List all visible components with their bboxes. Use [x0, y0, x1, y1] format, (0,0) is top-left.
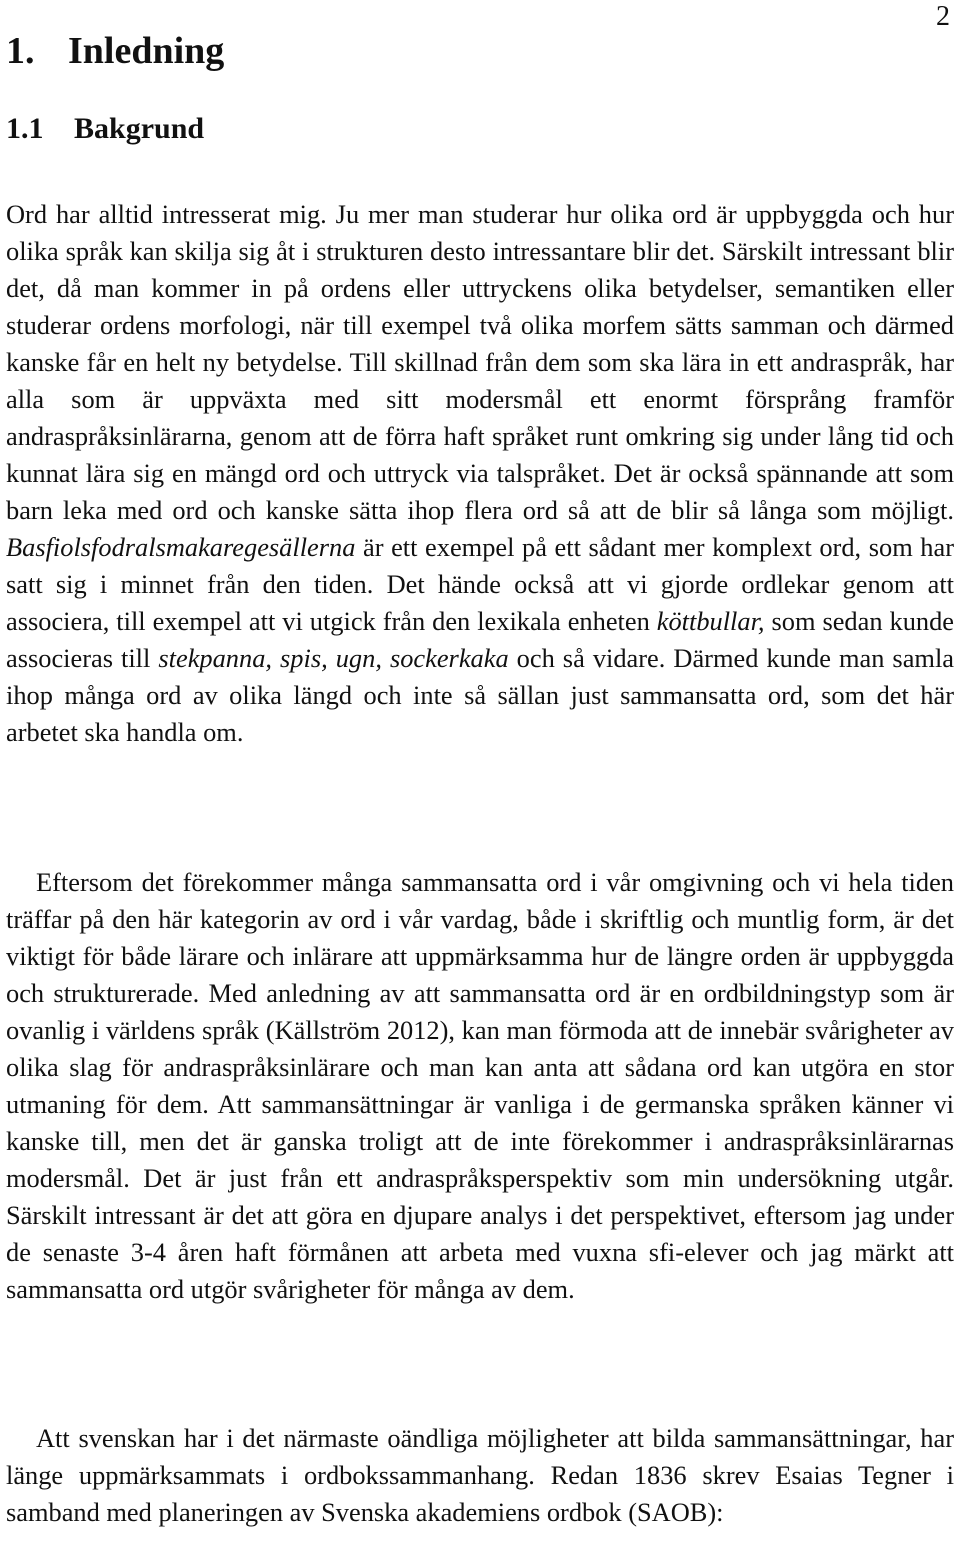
section-number: 1.1: [6, 112, 44, 145]
page-number: 2: [936, 1, 950, 32]
paragraph-1-text-1: Ord har alltid intresserat mig. Ju mer man studerar hur olika ord är uppbyggda och hur olika språk kan skilja sig åt i strukturen desto intressantare blir det. Särskilt intressant blir det, då man kommer in på ordens eller uttryckens olika betydelser, semantiken eller studerar ordens morfologi, när till exempel två olika morfem sätts samman och därmed kanske får en helt ny betydelse. Till skillnad från dem som ska lära in ett andraspråk, har alla som är uppväxta med sitt modersmål ett enormt försprång framför andraspråksinlärarna, genom att de förra haft språket runt omkring sig under lång tid och kunnat lära sig en mängd ord och uttryck via talspråket. Det är också spännande att som barn leka med ord och kanske sätta ihop flera ord så att de blir så långa som möjligt.: [6, 199, 954, 525]
paragraph-1-italic-2: köttbullar,: [656, 606, 765, 636]
paragraph-1-text-3: som sedan kunde associeras till: [6, 606, 954, 673]
paragraph-1-italic-1: Basfiolsfodralsmakaregesällerna: [6, 532, 356, 562]
chapter-number: 1.: [6, 30, 35, 72]
chapter-title: Inledning: [68, 30, 225, 72]
section-title: Bakgrund: [74, 112, 205, 145]
paragraph-3: Att svenskan har i det närmaste oändliga möjligheter att bilda sammansättningar, har länge uppmärksammats i ordbokssammanhang. Redan 1836 skrev Esaias Tegner i samband med planeringen av Svenska akademiens ordbok (SAOB):: [6, 1423, 954, 1527]
chapter-heading: [6, 28, 224, 74]
paragraph-2: Eftersom det förekommer många sammansatta ord i vår omgivning och vi hela tiden träffar på den här kategorin av ord i vår vardag, både i skriftlig och muntlig form, är det viktigt för både lärare och inlärare att uppmärksamma hur de längre orden är uppbyggda och strukturerade. Med anledning av att sammansatta ord är en ordbildningstyp som är ovanlig i världens språk (Källström 2012), kan man förmoda att de innebär svårigheter av olika slag för andraspråksinlärare och man kan anta att sådana ord kan utgöra en stor utmaning för dem. Att sammansättningar är vanliga i de germanska språken känner vi kanske till, men det är ganska troligt att de inte förekommer i andraspråksinlärarnas modersmål. Det är just från ett andraspråksperspektiv som min undersökning utgår. Särskilt intressant är det att göra en djupare analys i det perspektivet, eftersom jag under de senaste 3-4 åren haft förmånen att arbeta med vuxna sfi-elever och jag märkt att sammansatta ord utgör svårigheter för många av dem.: [6, 867, 954, 1304]
paragraph-1-text-4: och så vidare. Därmed kunde man samla ihop många ord av olika längd och inte så sällan just sammansatta ord, som det här arbetet ska handla om.: [6, 643, 954, 747]
paragraph-1-text-2: är ett exempel på ett sådant mer komplext ord, som har satt sig i minnet från den tiden. Det hände också att vi gjorde ordlekar genom att associera, till exempel att vi utgick från den lexikala enheten: [6, 532, 954, 636]
paragraph-1-italic-3: stekpanna, spis, ugn, sockerkaka: [158, 643, 509, 673]
section-heading: [6, 110, 204, 148]
paragraph-1: [6, 196, 954, 751]
